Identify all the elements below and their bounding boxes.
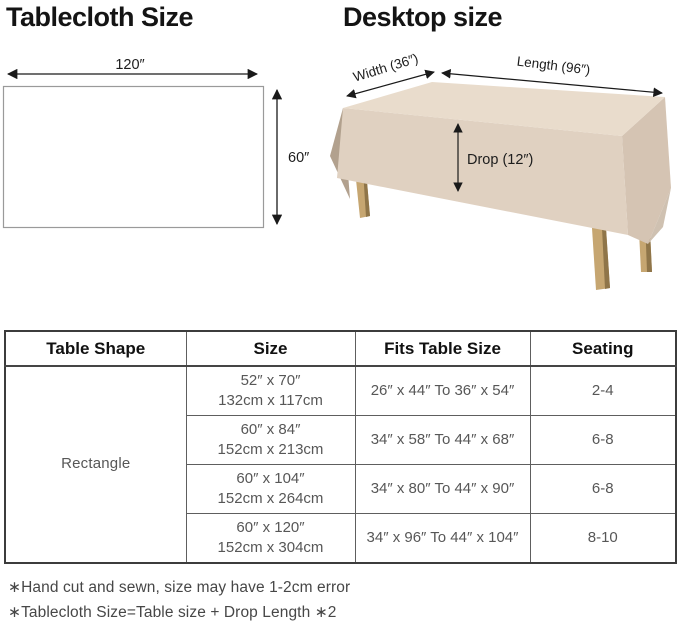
footnotes [8,575,350,625]
size-inches: 60″ x 84″ [240,420,301,438]
col-header-size: Size [186,331,355,366]
seating-cell: 6-8 [530,465,676,514]
tablecloth-outline-rect [4,87,264,228]
tablecloth-size-title: Tablecloth Size [6,2,194,32]
size-cell [186,366,355,416]
fits-cell: 34″ x 80″ To 44″ x 90″ [355,465,530,514]
drop-label: Drop (12″) [467,152,534,168]
shape-cell: Rectangle [5,366,186,563]
footnote-size-error: ∗Hand cut and sewn, size may have 1-2cm error [8,579,351,596]
size-cm: 132cm x 117cm [218,392,323,409]
size-cm: 152cm x 213cm [217,441,324,458]
footnote-size-formula: ∗Tablecloth Size=Table size + Drop Length ∗2 [8,604,337,621]
seating-cell: 2-4 [530,366,676,416]
width-dimension-label: 120″ [115,57,145,73]
size-cell [186,514,355,564]
size-cm: 152cm x 264cm [217,490,324,507]
size-cell [186,465,355,514]
fits-cell: 34″ x 58″ To 44″ x 68″ [355,416,530,465]
size-cell [186,416,355,465]
table-header-row [5,331,676,366]
seating-cell: 6-8 [530,416,676,465]
size-inches: 60″ x 120″ [236,518,305,536]
col-header-table-shape: Table Shape [5,331,186,366]
col-header-fits-table-size: Fits Table Size [355,331,530,366]
seating-cell: 8-10 [530,514,676,564]
fits-cell: 26″ x 44″ To 36″ x 54″ [355,366,530,416]
table-row [5,366,676,416]
col-header-seating: Seating [530,331,676,366]
size-chart-table [4,330,677,564]
flat-tablecloth-diagram [0,52,325,237]
size-cm: 152cm x 304cm [217,539,324,556]
fits-cell: 34″ x 96″ To 44″ x 104″ [355,514,530,564]
table-width-label: Width (36″) [351,50,420,85]
draped-table-illustration [330,36,679,310]
size-inches: 60″ x 104″ [236,469,305,487]
height-dimension-label: 60″ [288,150,310,166]
size-inches: 52″ x 70″ [240,371,301,389]
desktop-size-title: Desktop size [343,2,503,32]
table-length-label: Length (96″) [515,53,592,78]
table-leg-front [592,228,610,290]
